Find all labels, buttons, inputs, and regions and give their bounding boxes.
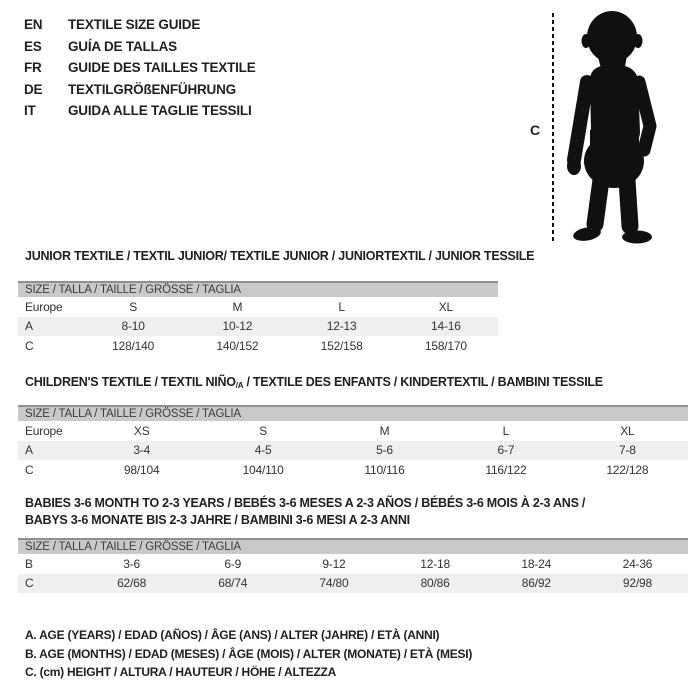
size-cell: 158/170 — [424, 338, 467, 353]
size-cell: 7-8 — [618, 443, 636, 458]
language-code: ES — [24, 38, 42, 54]
size-header-bar: SIZE / TALLA / TAILLE / GRÖSSE / TAGLIA — [18, 405, 688, 421]
size-cell: M — [232, 299, 243, 314]
table-row — [18, 574, 688, 594]
section-children — [18, 375, 688, 480]
language-row-es — [24, 36, 256, 58]
size-cell: XL — [620, 423, 635, 438]
size-cell: 128/140 — [112, 338, 155, 353]
size-cell: 86/92 — [521, 576, 551, 591]
size-cell: 18-24 — [521, 556, 552, 571]
size-cell: 12-13 — [326, 319, 357, 334]
size-cell: 104/110 — [242, 462, 284, 477]
size-cell: L — [338, 299, 345, 314]
size-cell: 24-36 — [622, 556, 653, 571]
size-cell: 6-7 — [497, 443, 515, 458]
height-measure-dashed-line — [552, 13, 554, 243]
size-cell: 110/116 — [364, 462, 405, 477]
table-row — [18, 441, 688, 461]
size-cell: 122/128 — [606, 462, 649, 477]
size-cell: 14-16 — [431, 319, 461, 334]
footnote-b: B. AGE (MONTHS) / EDAD (MESES) / ÂGE (MOIS) / ALTER (MONATE) / ETÀ (MESI) — [25, 646, 473, 661]
size-cell: 4-5 — [254, 443, 272, 458]
size-table — [18, 405, 688, 480]
section-title-line: BABYS 3-6 MONATE BIS 2-3 JAHRE / BAMBINI 3-6 MESI A 2-3 ANNI — [25, 513, 410, 527]
size-cell: 116/122 — [485, 462, 527, 477]
size-cell: M — [379, 423, 390, 438]
language-row-de — [24, 79, 256, 101]
language-code: IT — [24, 103, 36, 118]
language-code: DE — [24, 81, 43, 97]
size-cell: 62/68 — [117, 576, 147, 591]
table-row — [18, 421, 688, 441]
language-row-fr — [24, 57, 256, 79]
section-title-line: BABIES 3-6 MONTH TO 2-3 YEARS / BEBÉS 3-6 MESES A 2-3 AÑOS / BÉBÉS 3-6 MOIS À 2-3 ANS / — [25, 496, 586, 510]
size-cell: L — [502, 423, 510, 438]
size-table-rows — [18, 297, 498, 356]
size-header-bar: SIZE / TALLA / TAILLE / GRÖSSE / TAGLIA — [18, 538, 688, 554]
row-label: Europe — [25, 299, 63, 314]
language-row-it — [24, 100, 256, 122]
size-cell: 10-12 — [222, 319, 253, 334]
row-label: C — [25, 576, 34, 591]
size-cell: 68/74 — [218, 576, 248, 591]
section-title: JUNIOR TEXTILE / TEXTIL JUNIOR/ TEXTILE JUNIOR / JUNIORTEXTIL / JUNIOR TESSILE — [25, 249, 535, 263]
size-cell: 6-9 — [224, 556, 242, 571]
row-label: A — [25, 443, 33, 458]
size-cell: 152/158 — [320, 338, 363, 353]
toddler-silhouette-image — [560, 10, 665, 246]
footnote-c: C. (cm) HEIGHT / ALTURA / HAUTEUR / HÖHE / ALTEZZA — [25, 665, 337, 679]
size-cell: XL — [438, 299, 454, 314]
table-row — [18, 460, 688, 480]
section-title — [18, 495, 688, 529]
size-table — [18, 281, 498, 356]
size-cell: 98/104 — [123, 462, 160, 477]
row-label: B — [25, 556, 33, 571]
language-legend — [24, 14, 256, 122]
size-table-rows — [18, 421, 688, 480]
language-label: GUIDE DES TAILLES TEXTILE — [68, 60, 256, 75]
section-title-text: / TEXTILE DES ENFANTS / KINDERTEXTIL / BAMBINI TESSILE — [243, 375, 603, 389]
size-cell: 12-18 — [420, 556, 450, 571]
footnote-a: A. AGE (YEARS) / EDAD (AÑOS) / ÂGE (ANS) / ALTER (JAHRE) / ETÀ (ANNI) — [25, 628, 440, 642]
section-babies — [18, 495, 688, 593]
height-measure-label: C — [530, 122, 541, 138]
table-row — [18, 554, 688, 574]
language-label: TEXTILGRÖßENFÜHRUNG — [68, 81, 236, 97]
size-cell: 9-12 — [322, 556, 346, 571]
row-label: C — [25, 462, 34, 477]
size-cell: 5-6 — [376, 443, 393, 458]
row-label: Europe — [25, 423, 63, 438]
size-cell: 8-10 — [121, 319, 145, 334]
section-title — [18, 375, 688, 391]
section-title-subscript: /A — [235, 381, 244, 390]
size-cell: S — [129, 299, 138, 314]
row-label: A — [25, 319, 33, 334]
size-cell: 92/98 — [622, 576, 652, 591]
language-code: EN — [24, 17, 43, 32]
section-title-text: CHILDREN'S TEXTILE / TEXTIL NIÑO — [25, 375, 236, 389]
size-table-rows — [18, 554, 688, 593]
size-header-bar: SIZE / TALLA / TAILLE / GRÖSSE / TAGLIA — [18, 281, 498, 297]
language-label: GUÍA DE TALLAS — [68, 38, 177, 54]
table-row — [18, 297, 498, 317]
size-cell: 80/86 — [420, 576, 450, 591]
size-cell: 3-6 — [123, 556, 140, 571]
footnotes — [25, 626, 472, 682]
language-row-en — [24, 14, 256, 36]
size-cell: 140/152 — [216, 338, 259, 353]
size-cell: 3-4 — [133, 443, 151, 458]
size-cell: S — [259, 423, 268, 438]
section-junior — [18, 249, 535, 356]
table-row — [18, 317, 498, 337]
size-cell: 74/80 — [319, 576, 349, 591]
size-cell: XS — [133, 423, 150, 438]
language-code: FR — [24, 60, 42, 75]
row-label: C — [25, 338, 34, 353]
language-label: GUIDA ALLE TAGLIE TESSILI — [68, 103, 252, 118]
table-row — [18, 336, 498, 356]
language-label: TEXTILE SIZE GUIDE — [68, 17, 201, 32]
size-table — [18, 538, 688, 593]
